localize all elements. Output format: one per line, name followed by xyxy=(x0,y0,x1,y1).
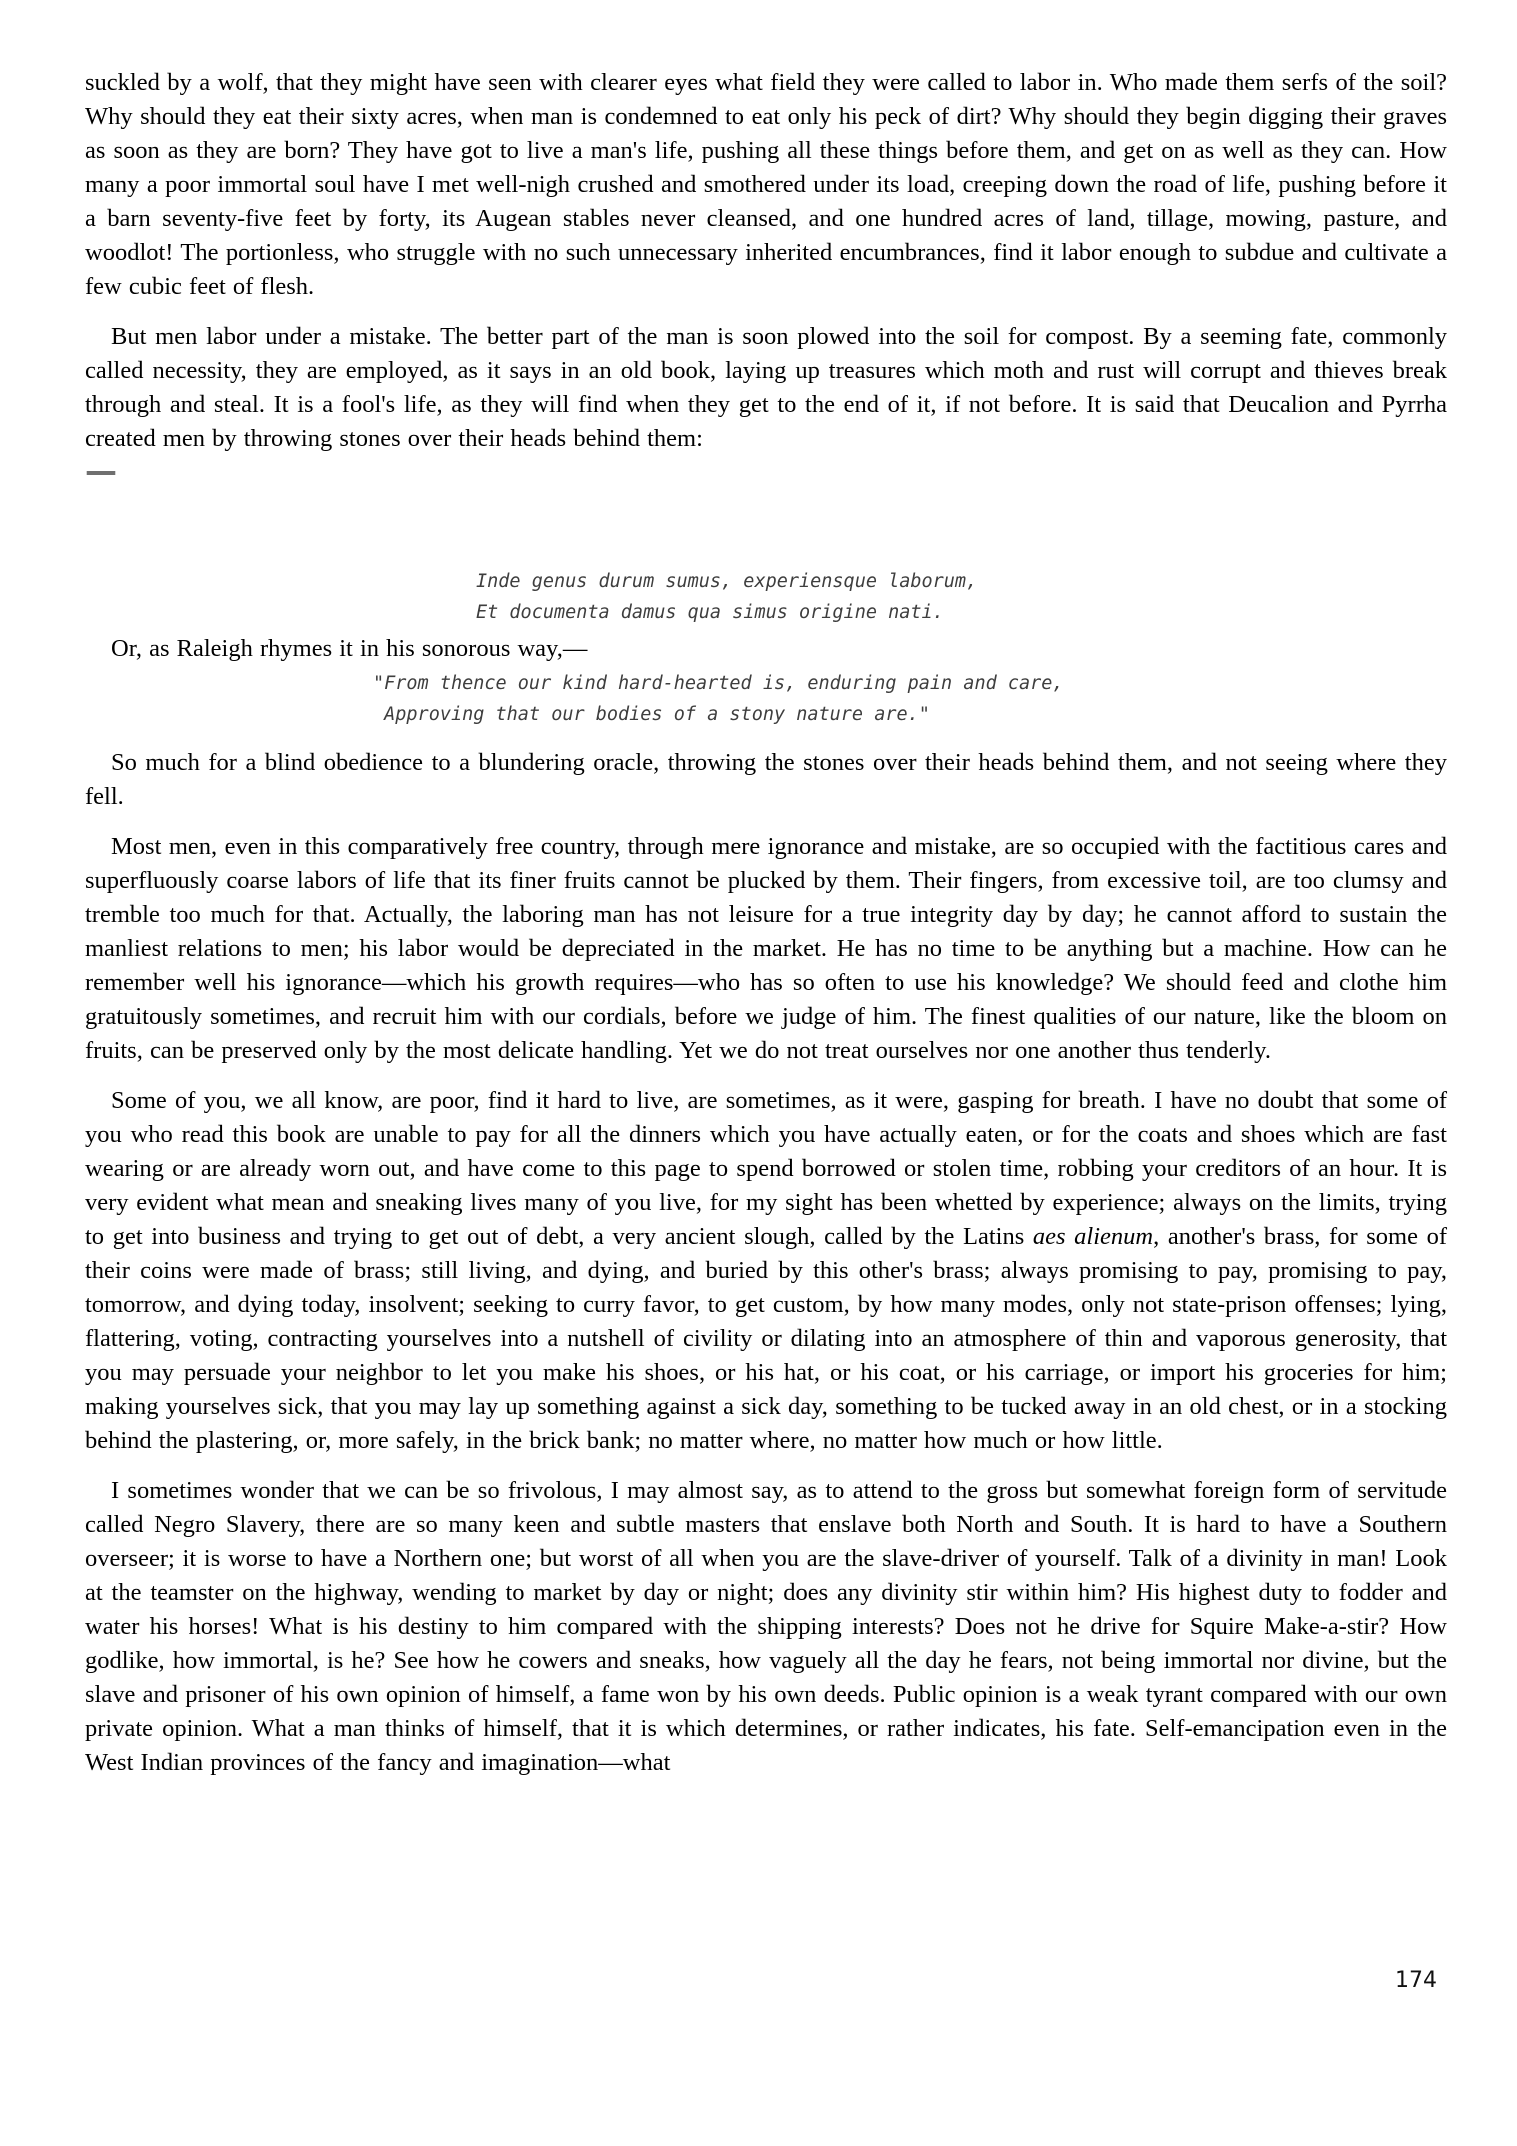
paragraph-men-labor-mistake: But men labor under a mistake. The better part of the man is soon plowed into the soil for compost. By a seeming fate, commonly called necessity, they are employed, as it says in an old book, laying up treasures which moth and rust will corrupt and thieves break through and steal. It is a fool's life, as they will find when they get to the end of it, if not before. It is said that Deucalion and Pyrrha created men by throwing stones over their heads behind them: xyxy=(85,323,1447,452)
paragraph-some-of-you-text-after: , another's brass, for some of their coins were made of brass; still living, and dying, and buried by this other's brass; always promising to pay, promising to pay, tomorrow, and dying today, insolvent; seeking to curry favor, to get custom, by how many modes, only not state-prison offenses; lying, flattering, voting, contracting yourselves into a nutshell of civility or dilating into an atmosphere of thin and vaporous generosity, that you may persuade your neighbor to let you make his shoes, or his hat, or his coat, or his carriage, or import his groceries for him; making yourselves sick, that you may lay up something against a sick day, something to be tucked away in an old chest, or in a stocking behind the plastering, or, more safely, in the brick bank; no matter where, no matter how much or how little. xyxy=(85,1223,1447,1454)
raleigh-verse-line-1: "From thence our kind hard-hearted is, enduring pain and care, xyxy=(373,673,1064,694)
em-dash-glyph: — xyxy=(85,452,116,490)
latin-verse-line-1: Inde genus durum sumus, experiensque laborum, xyxy=(476,571,978,592)
paragraph-continued-from-previous-page: suckled by a wolf, that they might have seen with clearer eyes what field they were called to labor in. Who made them serfs of the soil? Why should they eat their sixty acres, when man is condemned to eat only his peck of dirt? Why should they begin digging their graves as soon as they are born? They have got to live a man's life, pushing all these things before them, and get on as well as they can. How many a poor immortal soul have I met well-nigh crushed and smothered under its load, creeping down the road of life, pushing before it a barn seventy-five feet by forty, its Augean stables never cleansed, and one hundred acres of land, tillage, mowing, pasture, and woodlot! The portionless, who struggle with no such unnecessary inherited encumbrances, find it labor enough to subdue and cultivate a few cubic feet of flesh. xyxy=(85,69,1447,300)
page-number: 174 xyxy=(1395,1968,1437,1993)
paragraph-some-of-you-text-before: Some of you, we all know, are poor, find it hard to live, are sometimes, as it were, gasping for breath. I have no doubt that some of you who read this book are unable to pay for all the dinners which you have actually eaten, or for the coats and shoes which are fast wearing or are already worn out, and have come to this page to spend borrowed or stolen time, robbing your creditors of an hour. It is very evident what mean and sneaking lives many of you live, for my sight has been whetted by experience; always on the limits, trying to get into business and trying to get out of debt, a very ancient slough, called by the Latins xyxy=(85,1087,1447,1250)
page-text-column xyxy=(85,66,1447,1796)
em-dash-line xyxy=(85,452,1447,490)
latin-term-aes-alienum: aes alienum xyxy=(1032,1223,1154,1250)
paragraph-most-men: Most men, even in this comparatively free country, through mere ignorance and mistake, are so occupied with the factitious cares and superfluously coarse labors of life that its finer fruits cannot be plucked by them. Their fingers, from excessive toil, are too clumsy and tremble too much for that. Actually, the laboring man has not leisure for a true integrity day by day; he cannot afford to sustain the manliest relations to men; his labor would be depreciated in the market. He has no time to be anything but a machine. How can he remember well his ignorance—which his growth requires—who has so often to use his knowledge? We should feed and clothe him gratuitously sometimes, and recruit him with our cordials, before we judge of him. The finest qualities of our nature, like the bloom on fruits, can be preserved only by the most delicate handling. Yet we do not treat ourselves nor one another thus tenderly. xyxy=(85,833,1447,1064)
paragraph-blind-obedience: So much for a blind obedience to a blundering oracle, throwing the stones over their heads behind them, and not seeing where they fell. xyxy=(85,749,1447,810)
latin-verse-block xyxy=(476,566,1447,628)
raleigh-verse-line-2: Approving that our bodies of a stony nature are." xyxy=(373,704,930,725)
paragraph-negro-slavery: I sometimes wonder that we can be so frivolous, I may almost say, as to attend to the gross but somewhat foreign form of servitude called Negro Slavery, there are so many keen and subtle masters that enslave both North and South. It is hard to have a Southern overseer; it is worse to have a Northern one; but worst of all when you are the slave-driver of yourself. Talk of a divinity in man! Look at the teamster on the highway, wending to market by day or night; does any divinity stir within him? His highest duty to fodder and water his horses! What is his destiny to him compared with the shipping interests? Does not he drive for Squire Make-a-stir? How godlike, how immortal, is he? See how he cowers and sneaks, how vaguely all the day he fears, not being immortal nor divine, but the slave and prisoner of his own opinion of himself, a fame won by his own deeds. Public opinion is a weak tyrant compared with our own private opinion. What a man thinks of himself, that it is which determines, or rather indicates, his fate. Self-emancipation even in the West Indian provinces of the fancy and imagination—what xyxy=(85,1477,1447,1776)
paragraph-raleigh-intro: Or, as Raleigh rhymes it in his sonorous way,— xyxy=(111,635,588,662)
raleigh-verse-block xyxy=(373,668,1447,730)
latin-verse-line-2: Et documenta damus qua simus origine nati. xyxy=(476,602,944,623)
paragraph-some-of-you xyxy=(85,1084,1447,1458)
